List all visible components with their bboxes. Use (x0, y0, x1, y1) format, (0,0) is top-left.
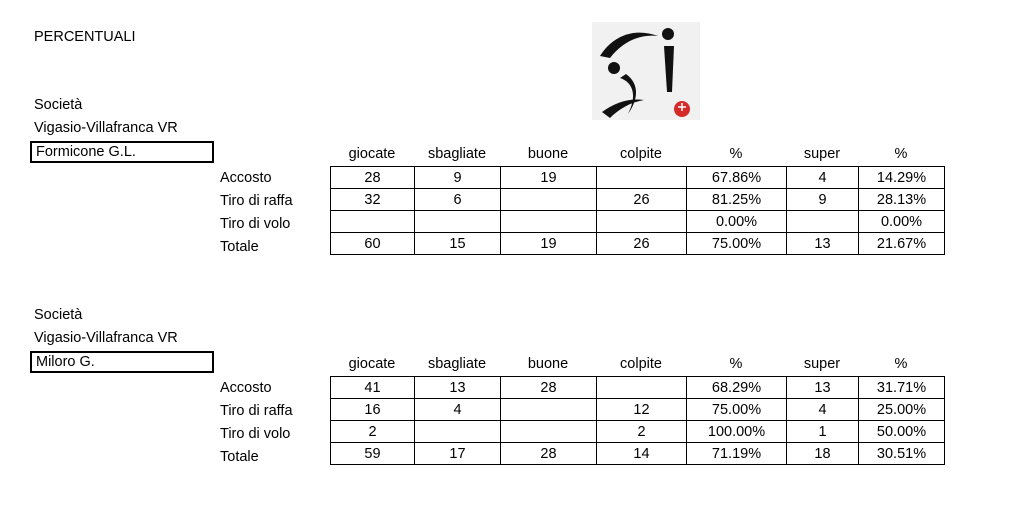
table-row (331, 399, 945, 421)
societa-label: Società (34, 307, 83, 323)
table-cell: 12 (597, 399, 687, 421)
table-cell: 26 (597, 233, 687, 255)
table-row (331, 377, 945, 399)
table-cell: 16 (331, 399, 415, 421)
table-cell (415, 421, 501, 443)
table-row (331, 211, 945, 233)
table-cell: 25.00% (859, 399, 945, 421)
table-cell (787, 211, 859, 233)
column-header: sbagliate (427, 356, 487, 372)
table-cell: 75.00% (687, 399, 787, 421)
table-row (331, 443, 945, 465)
table-cell (331, 211, 415, 233)
table-cell (415, 211, 501, 233)
player-name: Miloro G. (30, 351, 214, 373)
column-header: colpite (620, 146, 662, 162)
table-cell: 81.25% (687, 189, 787, 211)
table-cell: 75.00% (687, 233, 787, 255)
table-cell: 28 (501, 377, 597, 399)
table-cell: 13 (787, 377, 859, 399)
table-cell: 41 (331, 377, 415, 399)
table-cell: 71.19% (687, 443, 787, 465)
table-cell: 4 (787, 399, 859, 421)
table-cell: 17 (415, 443, 501, 465)
column-headers (330, 145, 944, 163)
column-header: sbagliate (427, 146, 487, 162)
column-headers (330, 355, 944, 373)
table-cell: 50.00% (859, 421, 945, 443)
club-name: Vigasio-Villafranca VR (34, 330, 178, 346)
table-cell: 31.71% (859, 377, 945, 399)
table-cell (501, 421, 597, 443)
column-header: % (894, 356, 908, 372)
table-cell: 28.13% (859, 189, 945, 211)
bocce-player-logo-icon (592, 22, 700, 120)
column-header: buone (527, 146, 569, 162)
table-cell: 1 (787, 421, 859, 443)
column-header: % (729, 356, 743, 372)
row-label: Totale (220, 239, 259, 255)
column-header: super (803, 356, 841, 372)
table-cell: 19 (501, 167, 597, 189)
table-cell: 13 (787, 233, 859, 255)
table-cell: 18 (787, 443, 859, 465)
table-cell (597, 211, 687, 233)
table-cell: 21.67% (859, 233, 945, 255)
table-cell: 2 (331, 421, 415, 443)
table-cell: 100.00% (687, 421, 787, 443)
row-label: Tiro di volo (220, 216, 291, 232)
club-name: Vigasio-Villafranca VR (34, 120, 178, 136)
table-cell: 14.29% (859, 167, 945, 189)
table-cell: 32 (331, 189, 415, 211)
column-header: giocate (348, 356, 396, 372)
page-heading: PERCENTUALI (34, 29, 136, 45)
table-cell: 0.00% (859, 211, 945, 233)
table-cell: 6 (415, 189, 501, 211)
row-label: Accosto (220, 170, 272, 186)
column-header: % (894, 146, 908, 162)
table-cell (501, 399, 597, 421)
column-header: super (803, 146, 841, 162)
stats-table (330, 376, 945, 465)
row-label: Tiro di raffa (220, 193, 293, 209)
column-header: % (729, 146, 743, 162)
table-cell: 9 (415, 167, 501, 189)
player-name: Formicone G.L. (30, 141, 214, 163)
table-cell: 60 (331, 233, 415, 255)
table-cell: 19 (501, 233, 597, 255)
table-cell: 4 (415, 399, 501, 421)
societa-label: Società (34, 97, 83, 113)
table-cell: 2 (597, 421, 687, 443)
table-cell: 28 (501, 443, 597, 465)
table-cell: 59 (331, 443, 415, 465)
table-cell: 14 (597, 443, 687, 465)
table-row (331, 421, 945, 443)
row-label: Accosto (220, 380, 272, 396)
stats-table (330, 166, 945, 255)
table-cell: 26 (597, 189, 687, 211)
table-row (331, 189, 945, 211)
table-cell: 28 (331, 167, 415, 189)
table-cell: 13 (415, 377, 501, 399)
row-label: Tiro di volo (220, 426, 291, 442)
table-cell (597, 167, 687, 189)
table-cell: 15 (415, 233, 501, 255)
table-cell (501, 189, 597, 211)
table-cell: 68.29% (687, 377, 787, 399)
column-header: giocate (348, 146, 396, 162)
row-label: Tiro di raffa (220, 403, 293, 419)
table-row (331, 233, 945, 255)
table-cell: 4 (787, 167, 859, 189)
table-cell (597, 377, 687, 399)
table-cell: 30.51% (859, 443, 945, 465)
table-row (331, 167, 945, 189)
table-cell (501, 211, 597, 233)
table-cell: 0.00% (687, 211, 787, 233)
table-cell: 9 (787, 189, 859, 211)
column-header: colpite (620, 356, 662, 372)
row-label: Totale (220, 449, 259, 465)
table-cell: 67.86% (687, 167, 787, 189)
column-header: buone (527, 356, 569, 372)
